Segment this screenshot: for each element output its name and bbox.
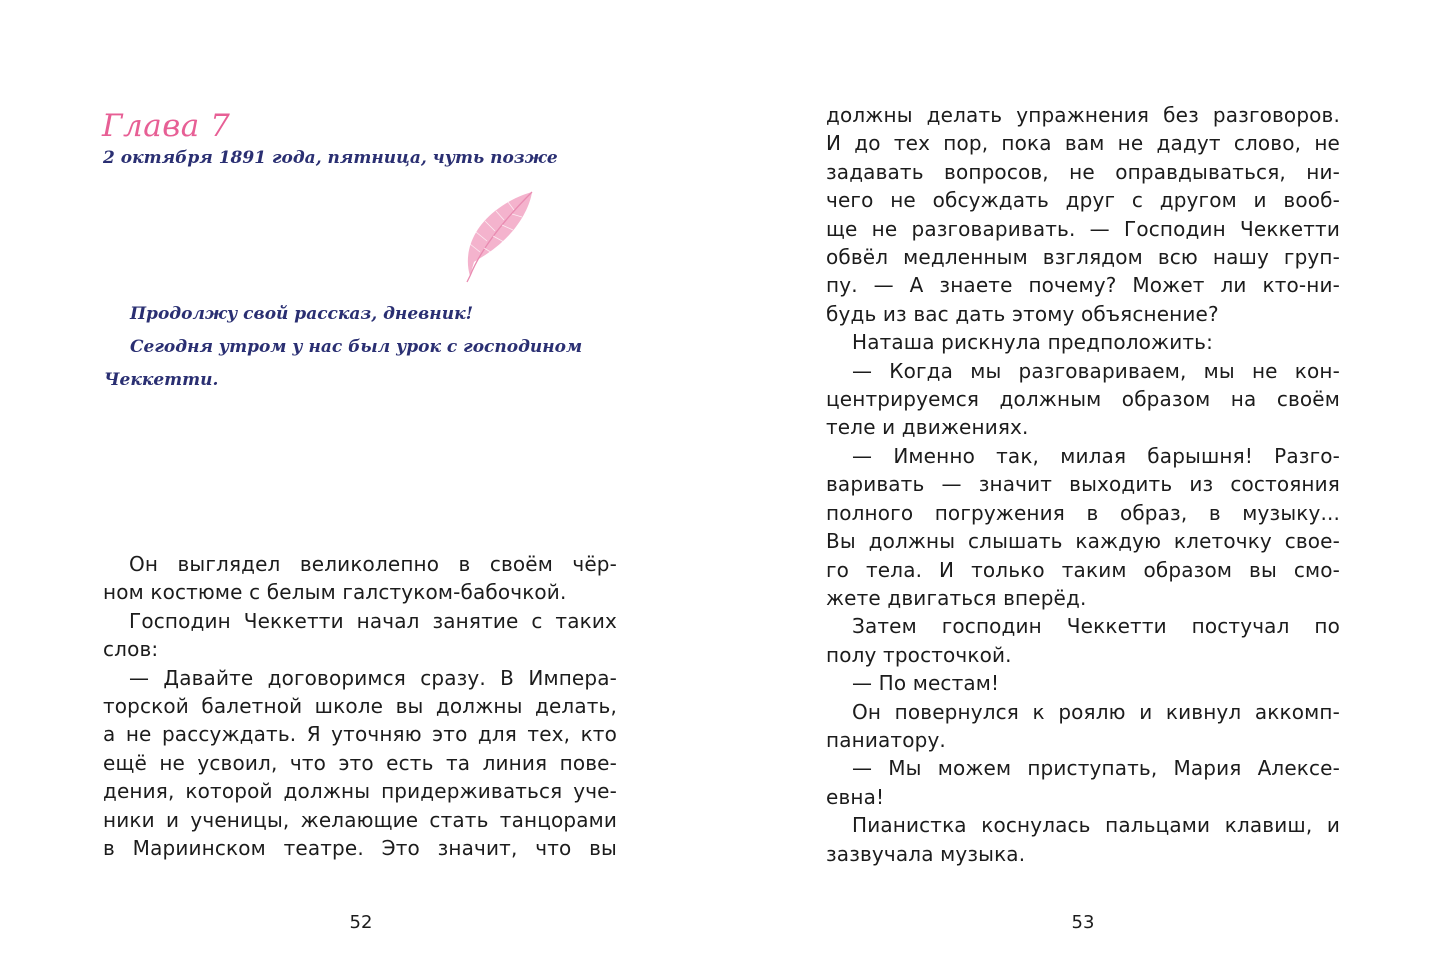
chapter-date: 2 октября 1891 года, пятница, чуть позже: [103, 148, 558, 168]
text-line: паниатору.: [826, 727, 946, 752]
diary-line: Чеккетти.: [104, 370, 219, 390]
diary-line: Продолжу свой рассказ, дневник!: [130, 304, 474, 324]
text-line: — По местам!: [852, 671, 1000, 696]
page-right: [723, 0, 1445, 971]
left-body-text: [103, 550, 617, 862]
text-line: теле и движениях.: [826, 415, 1029, 440]
text-line: Вы должны слышать каждую клеточку свое-: [826, 529, 1340, 554]
text-line: Он выглядел великолепно в своём чёр-: [129, 552, 617, 576]
text-line: — Давайте договоримся сразу. В Импера-: [129, 665, 617, 690]
text-line: торской балетной школе вы должны делать,: [103, 694, 617, 719]
text-line: пу. — А знаете почему? Может ли кто-ни-: [826, 273, 1340, 298]
text-line: чего не обсуждать друг с другом и вооб-: [826, 188, 1340, 213]
text-line: варивать — значит выходить из состояния: [826, 472, 1340, 497]
text-line: ще не разговаривать. — Господин Чеккетти: [826, 216, 1340, 241]
chapter-title: Глава 7: [102, 108, 231, 144]
text-line: го тела. И только таким образом вы смо-: [826, 557, 1340, 582]
text-line: полу тросточкой.: [826, 642, 1012, 667]
feather-icon: [440, 186, 540, 286]
text-line: зазвучала музыка.: [826, 841, 1026, 866]
page-number: 53: [1071, 912, 1095, 933]
text-line: Он повернулся к роялю и кивнул аккомп-: [852, 699, 1340, 724]
text-line: центрируемся должным образом на своём: [826, 387, 1340, 412]
text-line: а не рассуждать. Я уточняю это для тех, кто: [103, 722, 617, 747]
text-line: дения, которой должны придерживаться уче-: [103, 779, 617, 804]
text-line: — Мы можем приступать, Мария Алексе-: [852, 756, 1340, 781]
text-line: — Когда мы разговариваем, мы не кон-: [852, 358, 1340, 383]
text-line: Наташа рискнула предположить:: [852, 330, 1213, 355]
page-number: 52: [349, 912, 373, 933]
text-line: должны делать упражнения без разговоров.: [826, 103, 1340, 127]
text-line: ещё не усвоил, что это есть та линия пове-: [103, 750, 617, 775]
text-line: Пианистка коснулась пальцами клавиш, и: [852, 813, 1340, 838]
text-line: обвёл медленным взглядом всю нашу груп-: [826, 245, 1340, 270]
text-line: будь из вас дать этому объяснение?: [826, 301, 1219, 326]
text-line: ном костюме с белым галстуком-бабочкой.: [103, 580, 567, 605]
text-line: в Мариинском театре. Это значит, что вы: [103, 836, 617, 861]
text-line: жете двигаться вперёд.: [826, 585, 1087, 610]
text-line: Господин Чеккетти начал занятие с таких: [129, 608, 617, 633]
text-line: — Именно так, милая барышня! Разго-: [852, 443, 1340, 468]
text-line: полного погружения в образ, в музыку...: [826, 500, 1340, 525]
page-left: [0, 0, 722, 971]
diary-line: Сегодня утром у нас был урок с господином: [130, 337, 583, 357]
text-line: задавать вопросов, не оправдываться, ни-: [826, 159, 1340, 184]
text-line: И до тех пор, пока вам не дадут слово, не: [826, 131, 1340, 156]
text-line: слов:: [103, 637, 159, 662]
text-line: ники и ученицы, желающие стать танцорами: [103, 807, 617, 832]
text-line: евна!: [826, 784, 885, 809]
diary-entry: [104, 298, 618, 397]
text-line: Затем господин Чеккетти постучал по: [852, 614, 1340, 639]
right-body-text: [826, 101, 1340, 868]
